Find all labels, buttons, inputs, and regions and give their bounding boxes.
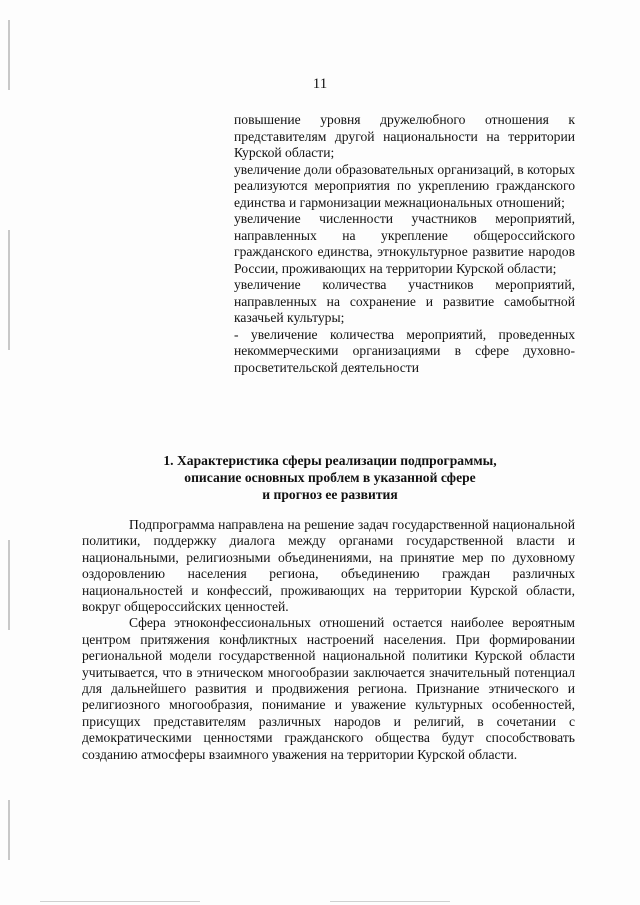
- list-item: увеличение численности участников мероприятий, направленных на укрепление общероссийского гражданского единства, этнокультурное развитие народов России, проживающих на территории Курской области;: [234, 211, 575, 276]
- page-number: 11: [312, 76, 328, 92]
- body-paragraph: Сфера этноконфессиональных отношений остается наиболее вероятным центром притяжения конфликтных настроений населения. При формировании региональной модели государственной национальной политики Курской области учитывается, что в этническом многообразии заключается значительный потенциал для дальнейшего развития и продвижения региона. Признание этнического и религиозного многообразия, понимание и уважение культурных особенностей, присущих представителям различных народов и религий, в сочетании с демократическими ценностями гражданского общества будут способствовать созданию атмосферы взаимного уважения на территории Курской области.: [82, 615, 575, 762]
- scan-edge-mark: [8, 230, 10, 350]
- expected-results-list: [234, 112, 575, 376]
- heading-line: описание основных проблем в указанной сфере: [184, 470, 476, 485]
- list-item: увеличение количества участников мероприятий, направленных на сохранение и развитие самобытной казачьей культуры;: [234, 277, 575, 325]
- scan-bottom-line: [40, 901, 200, 902]
- scan-bottom-line: [330, 901, 450, 902]
- scan-edge-mark: [8, 540, 10, 630]
- list-item: повышение уровня дружелюбного отношения к представителям другой национальности на территории Курской области;: [234, 112, 575, 160]
- section-body: [82, 517, 575, 763]
- body-paragraph: Подпрограмма направлена на решение задач государственной национальной политики, поддержку диалога между органами государственной власти и национальными, религиозными объединениями, на принятие мер по духовному оздоровлению населения региона, объединению граждан различных национальностей и конфессий, проживающих на территории Курской области, вокруг общероссийских ценностей.: [82, 517, 575, 615]
- heading-line: 1. Характеристика сферы реализации подпрограммы,: [163, 453, 497, 468]
- list-item: - увеличение количества мероприятий, проведенных некоммерческими организациями в сфере духовно-просветительской деятельности: [234, 326, 575, 375]
- heading-line: и прогноз ее развития: [262, 487, 398, 502]
- list-item: увеличение доли образовательных организаций, в которых реализуются мероприятия по укреплению гражданского единства и гармонизации межнациональных отношений;: [234, 161, 575, 210]
- section-heading: [130, 452, 530, 503]
- scan-edge-mark: [8, 800, 10, 860]
